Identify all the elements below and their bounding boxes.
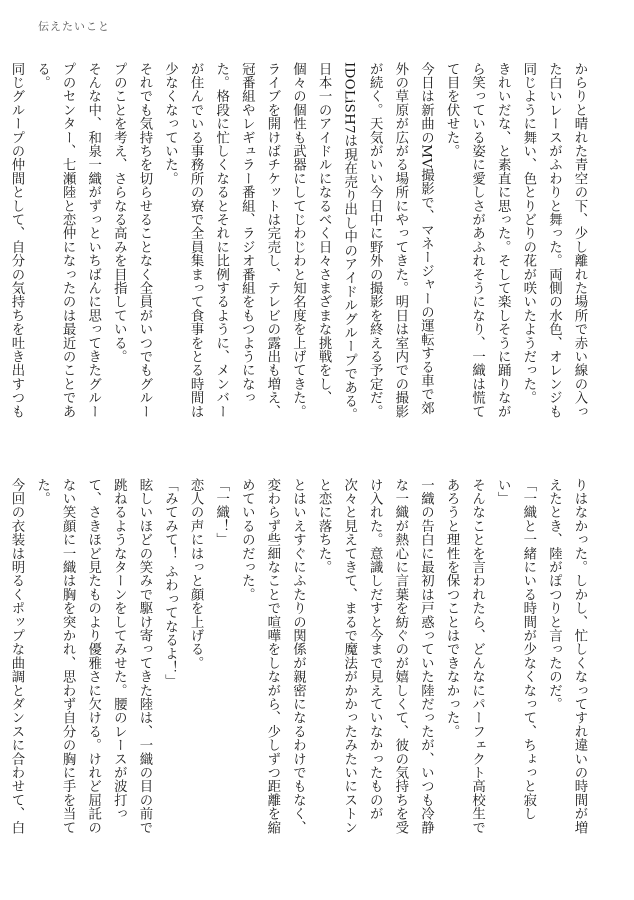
paragraph: それでも気持ちを切らせることなく全員がいつでもグループのことを考え、さらなる高みを目指している。 — [111, 62, 152, 419]
paragraph: 今日は新曲のMV撮影で、マネージャーの運転する車で郊外の草原が広がる場所にやってきた。明日は室内での撮影が続く。天気がいい今日中に野外の撮影を終える予定だ。 — [367, 62, 434, 419]
paragraph: きれいだな、と素直に思った。そして楽しそうに踊りながら笑っている姿に愛しさがあふれそうになり、一織は慌てて目を伏せた。 — [444, 62, 511, 419]
paragraph: 眩しいほどの笑みで駆け寄ってきた陸は、一織の目の前で跳ねるようなターンをしてみせた。腰のレースが波打って、さきほど見たものより優雅さに欠ける。けれど屈託のない笑顔に一織は胸を突かれ、思わず自分の胸に手を当てた。 — [34, 478, 152, 835]
paragraph: 同じグループの仲間として、自分の気持ちを吐き出すつも — [8, 62, 24, 419]
paragraph: 恋人の声にはっと顔を上げる。 — [188, 478, 204, 670]
bottom-text-block — [8, 478, 592, 841]
paragraph: とはいえすぐにふたりの関係が親密になるわけでもなく、変わらず些細なことで喧嘩をしながら、少しずつ距離を縮めているのだった。 — [239, 478, 306, 835]
paragraph: ライブを開けばチケットは完売し、テレビの露出も増え、冠番組やレギュラー番組、ラジオ番組をもつようになった。格段に忙しくなるとそれに比例するように、メンバーが住んでいる事務所の寮で全員集まって食事をとる時間は少なくなっていた。 — [162, 62, 280, 419]
paragraph: 今回の衣装は明るくポップな曲調とダンスに合わせて、白 — [8, 478, 24, 835]
paragraph: 「一織と一緒にいる時間が少なくなって、ちょっと寂しい」 — [495, 478, 536, 821]
top-text-block — [8, 62, 592, 425]
paragraph: IDOLiSH7は現在売り出し中のアイドルグループである。日本一のアイドルになるべく日々さまざまな挑戦をし、個々の個性も武器にしてじわじわと知名度を上げてきた。 — [290, 62, 357, 422]
paragraph: 「一織！」 — [213, 478, 229, 547]
paragraph: 「みてみて！ ふわってなるよ！」 — [162, 478, 178, 689]
paragraph: 一織の告白に最初は戸惑っていた陸だったが、いつも冷静な一織が熱心に言葉を紡ぐのが嬉しくて、彼の気持ちを受け入れた。意識しだすと今まで見えていなかったものが次々と見えてきて、まるで魔法がかかったみたいにストンと恋に落ちた。 — [316, 478, 434, 835]
paragraph: そんなことを言われたら、どんなにパーフェクト高校生であろうと理性を保つことはできなかった。 — [444, 478, 485, 835]
paragraph: そんな中、和泉一織がずっといちばんに思ってきたグループのセンター、七瀬陸と恋仲になったのは最近のことである。 — [34, 62, 101, 419]
paragraph: りはなかった。しかし、忙しくなってすれ違いの時間が増えたとき、陸がぽつりと言ったのだ。 — [546, 478, 587, 835]
paragraph: からりと晴れた青空の下、少し離れた場所で赤い線の入った白いレースがふわりと舞った。両側の水色、オレンジも同じように舞い、色とりどりの花が咲いたようだった。 — [520, 62, 587, 419]
running-head: 伝えたいこと — [38, 20, 110, 33]
